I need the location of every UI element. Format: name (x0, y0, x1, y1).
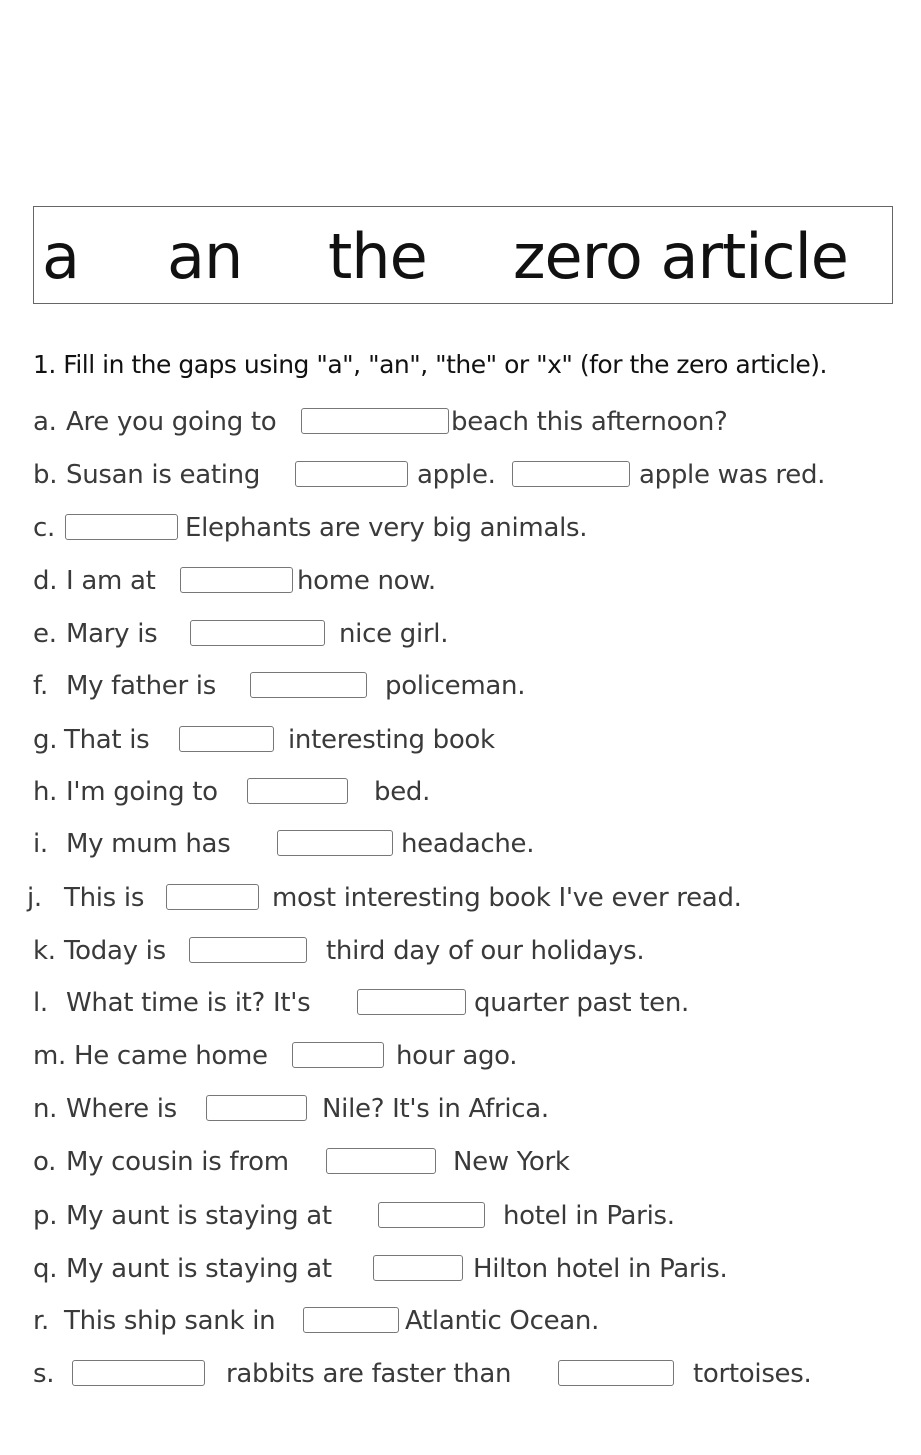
answer-gap-n-1[interactable] (206, 1095, 307, 1121)
exercise-item-q (33, 1249, 913, 1289)
item-text: Are you going to (66, 407, 277, 437)
exercise-item-b (33, 455, 913, 495)
exercise-item-h (33, 772, 913, 812)
item-text: I'm going to (66, 777, 218, 807)
item-letter: i. (33, 829, 48, 859)
item-text: My aunt is staying at (66, 1254, 332, 1284)
item-letter: b. (33, 460, 58, 490)
header-word-a: a (42, 220, 79, 293)
item-text: third day of our holidays. (326, 936, 645, 966)
answer-gap-j-1[interactable] (166, 884, 259, 910)
item-text: Nile? It's in Africa. (322, 1094, 549, 1124)
item-letter: f. (33, 671, 48, 701)
exercise-item-e (33, 614, 913, 654)
item-letter: q. (33, 1254, 58, 1284)
item-text: Today is (64, 936, 166, 966)
answer-gap-r-1[interactable] (303, 1307, 399, 1333)
exercise-item-p (33, 1196, 913, 1236)
exercise-instruction: 1. Fill in the gaps using "a", "an", "the" or "x" (for the zero article). (33, 350, 828, 379)
exercise-item-a (33, 402, 913, 442)
item-text: What time is it? It's (66, 988, 311, 1018)
answer-gap-f-1[interactable] (250, 672, 367, 698)
exercise-item-i (33, 824, 913, 864)
exercise-item-k (33, 931, 913, 971)
exercise-item-r (33, 1301, 913, 1341)
item-text: I am at (66, 566, 156, 596)
item-text: This is (64, 883, 145, 913)
item-text: rabbits are faster than (226, 1359, 512, 1389)
item-text: Atlantic Ocean. (405, 1306, 600, 1336)
item-text: interesting book (288, 725, 495, 755)
exercise-item-f (33, 666, 913, 706)
item-text: Elephants are very big animals. (185, 513, 588, 543)
item-letter: c. (33, 513, 55, 543)
item-text: Hilton hotel in Paris. (473, 1254, 728, 1284)
item-letter: j. (27, 883, 42, 913)
item-text: Mary is (66, 619, 158, 649)
item-text: nice girl. (339, 619, 449, 649)
answer-gap-i-1[interactable] (277, 830, 393, 856)
exercise-item-g (33, 720, 913, 760)
item-letter: o. (33, 1147, 57, 1177)
answer-gap-s-2[interactable] (558, 1360, 674, 1386)
item-letter: m. (33, 1041, 66, 1071)
articles-header-box (33, 206, 893, 304)
item-text: hour ago. (396, 1041, 518, 1071)
answer-gap-o-1[interactable] (326, 1148, 436, 1174)
answer-gap-g-1[interactable] (179, 726, 274, 752)
item-text: home now. (297, 566, 436, 596)
answer-gap-d-1[interactable] (180, 567, 293, 593)
item-letter: n. (33, 1094, 58, 1124)
header-word-the: the (328, 220, 427, 293)
exercise-item-c (33, 508, 913, 548)
item-text: That is (64, 725, 150, 755)
item-letter: g. (33, 725, 58, 755)
item-text: Where is (66, 1094, 177, 1124)
answer-gap-m-1[interactable] (292, 1042, 384, 1068)
answer-gap-s-1[interactable] (72, 1360, 205, 1386)
item-letter: k. (33, 936, 56, 966)
item-text: headache. (401, 829, 535, 859)
item-letter: e. (33, 619, 57, 649)
item-text: most interesting book I've ever read. (272, 883, 742, 913)
header-word-an: an (167, 220, 243, 293)
item-text: My cousin is from (66, 1147, 289, 1177)
item-text: tortoises. (693, 1359, 812, 1389)
answer-gap-e-1[interactable] (190, 620, 325, 646)
item-letter: p. (33, 1201, 58, 1231)
answer-gap-a-1[interactable] (301, 408, 449, 434)
exercise-item-o (33, 1142, 913, 1182)
exercise-item-j (27, 878, 913, 918)
item-text: apple. (417, 460, 496, 490)
answer-gap-k-1[interactable] (189, 937, 307, 963)
item-text: Susan is eating (66, 460, 261, 490)
answer-gap-b-1[interactable] (295, 461, 408, 487)
item-letter: d. (33, 566, 58, 596)
item-letter: r. (33, 1306, 49, 1336)
exercise-item-n (33, 1089, 913, 1129)
item-letter: l. (33, 988, 48, 1018)
item-text: He came home (74, 1041, 268, 1071)
item-letter: s. (33, 1359, 55, 1389)
exercise-item-m (33, 1036, 913, 1076)
item-letter: a. (33, 407, 57, 437)
item-text: My aunt is staying at (66, 1201, 332, 1231)
item-text: policeman. (385, 671, 526, 701)
item-text: My father is (66, 671, 216, 701)
exercise-item-s (33, 1354, 913, 1394)
answer-gap-l-1[interactable] (357, 989, 466, 1015)
item-letter: h. (33, 777, 58, 807)
answer-gap-q-1[interactable] (373, 1255, 463, 1281)
exercise-item-l (33, 983, 913, 1023)
header-word-zero-article: zero article (513, 220, 848, 293)
item-text: beach this afternoon? (451, 407, 728, 437)
item-text: quarter past ten. (474, 988, 690, 1018)
answer-gap-h-1[interactable] (247, 778, 348, 804)
item-text: apple was red. (639, 460, 826, 490)
item-text: This ship sank in (64, 1306, 276, 1336)
answer-gap-c-1[interactable] (65, 514, 178, 540)
answer-gap-b-2[interactable] (512, 461, 630, 487)
answer-gap-p-1[interactable] (378, 1202, 485, 1228)
item-text: bed. (374, 777, 431, 807)
exercise-item-d (33, 561, 913, 601)
item-text: New York (453, 1147, 570, 1177)
item-text: My mum has (66, 829, 231, 859)
item-text: hotel in Paris. (503, 1201, 675, 1231)
